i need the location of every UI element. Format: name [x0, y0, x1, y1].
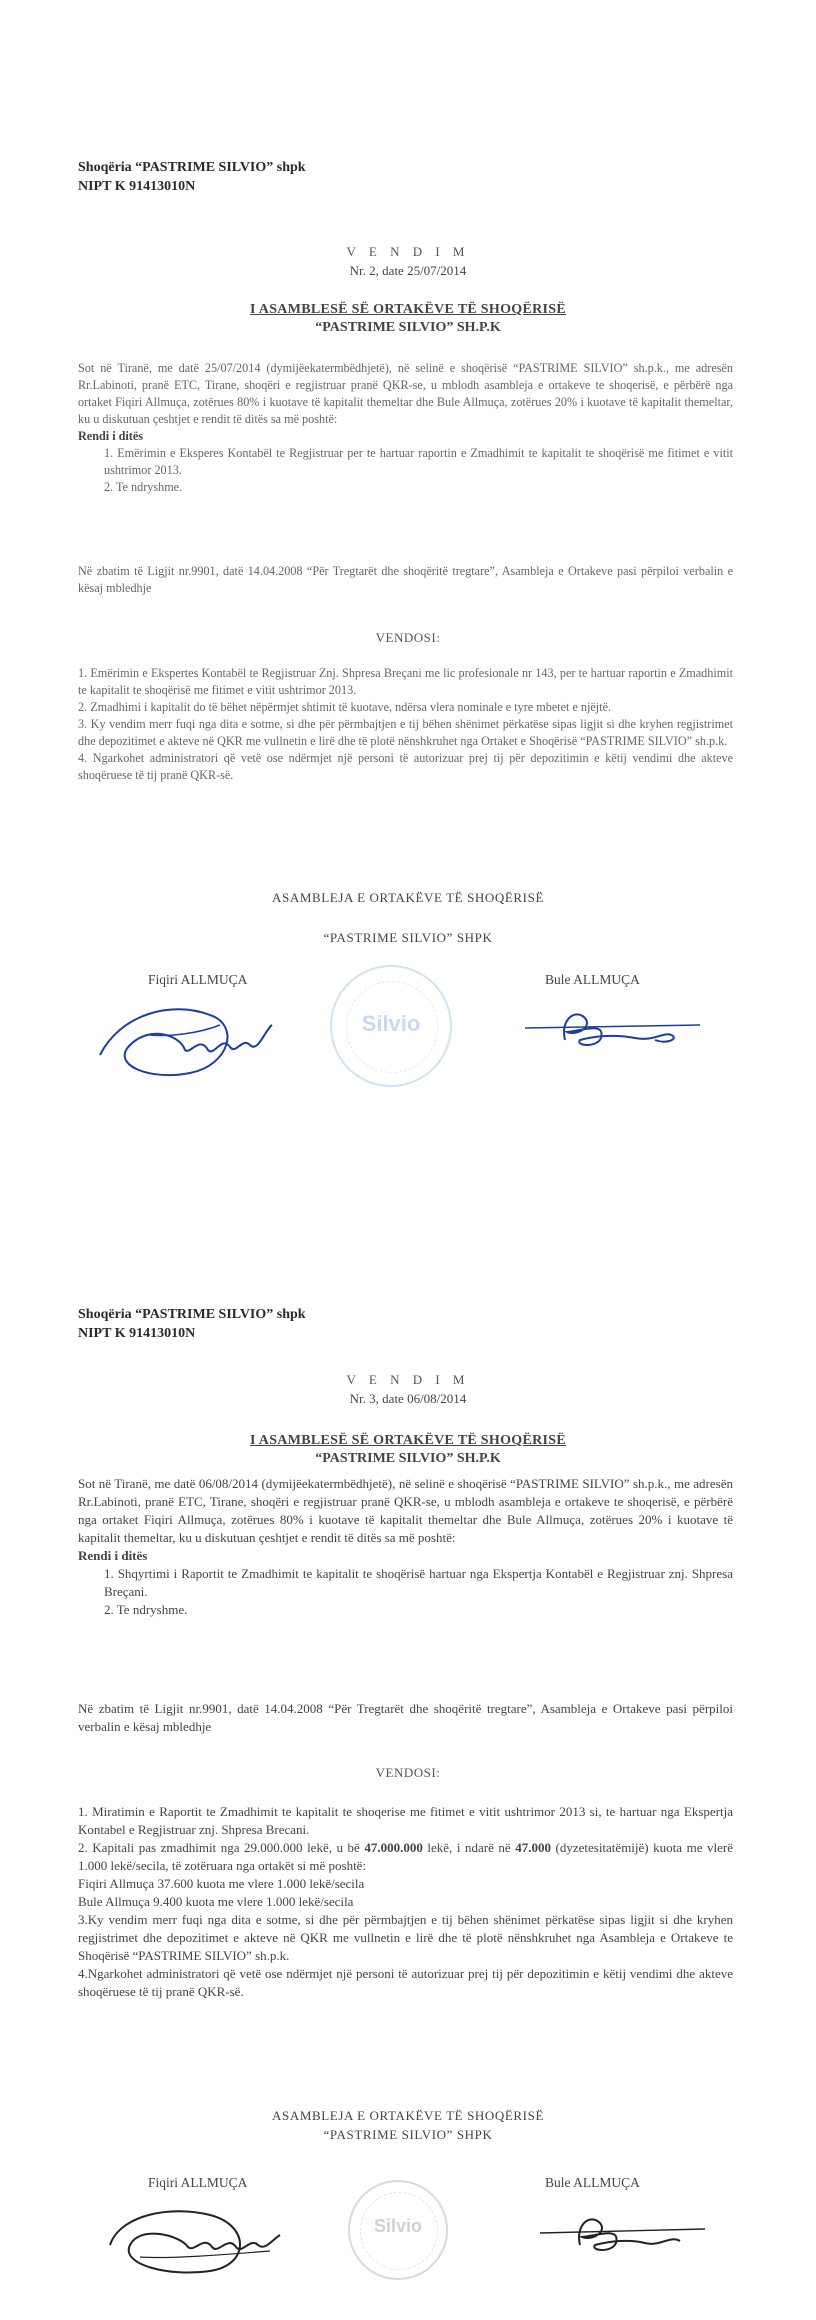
decisions-list-2 — [78, 1803, 733, 2001]
company-name: Shoqëria “PASTRIME SILVIO” shpk — [78, 1307, 306, 1322]
agenda-heading: Rendi i ditës — [78, 429, 144, 443]
intro-text: Sot në Tiranë, me datë 25/07/2014 (dymijëekatermbëdhjetë), në selinë e shoqërisë “PASTRIME SILVIO” sh.p.k., me adresën Rr.Labinoti, pranë ETC, Tirane, shoqëri e regjistruar pranë QKR-se, u mblodh asambleja e ortakeve te shoqerisë, e përbërë nga ortaket Fiqiri Allmuça, zotërues 80% i kuotave të kapitalit themeltar dhe Bule Allmuça, zotërues 20% i kuotave të kapitalit themeltar, ku u diskutuan çeshtjet e rendit të ditës sa më poshtë: — [78, 361, 733, 426]
assembly-signature-heading-2: ASAMBLEJA E ORTAKËVE TË SHOQËRISË — [272, 2108, 544, 2123]
partner-name-1: Fiqiri ALLMUÇA — [148, 2175, 248, 2190]
partner-name-2: Bule ALLMUÇA — [545, 972, 640, 987]
vendosi-heading: VENDOSI: — [375, 630, 441, 645]
assembly-title-2: I ASAMBLESË SË ORTAKËVE TË SHOQËRISË — [250, 1433, 566, 1448]
agenda-heading: Rendi i ditës — [78, 1548, 148, 1563]
legal-basis: Në zbatim të Ligjit nr.9901, datë 14.04.2008 “Për Tregtarët dhe shoqëritë tregtare”, Asambleja e Ortakeve pasi përpiloi verbalin e kësaj mbledhje — [78, 564, 733, 595]
vendosi-heading-2: VENDOSI: — [375, 1765, 441, 1780]
partner-name-2: Bule ALLMUÇA — [545, 2175, 640, 2190]
agenda-list — [78, 445, 733, 496]
decision-item: 1. Emërimin e Ekspertes Kontabël te Regjistruar Znj. Shpresa Breçani me lic profesionale nr 143, per te hartuar raportin e Zmadhimit te kapitalit te shoqërisë me fitimet e vitit ushtrimor 2013. — [78, 666, 733, 697]
intro-text: Sot në Tiranë, me datë 06/08/2014 (dymijëekatermbëdhjetë), në selinë e shoqërisë “PASTRIME SILVIO” sh.p.k., me adresën Rr.Labinoti, pranë ETC, Tirane, shoqëri e regjistruar pranë QKR-se, u mblodh asambleja e ortakeve te shoqerisë, e përbërë nga ortaket Fiqiri Allmuça, zotërues 80% i kuotave të kapitalit themeltar dhe Bule Allmuça, zotërues 20% i kuotave të kapitalit themeltar, ku u diskutuan çeshtjet e rendit të ditës sa më poshtë: — [78, 1476, 733, 1545]
company-name: Shoqëria “PASTRIME SILVIO” shpk — [78, 160, 306, 175]
signature-fiqiri-1 — [90, 995, 290, 1085]
intro-paragraph — [78, 360, 733, 496]
signature-fiqiri-2 — [100, 2195, 290, 2285]
shareholder-line: Bule Allmuça 9.400 kuota me vlere 1.000 lekë/secila — [78, 1894, 354, 1909]
decision-item: 1. Miratimin e Raportit te Zmadhimit te kapitalit te shoqerise me fitimet e vitit ushtrimor 2013 si, te hartuar nga Ekspertja Kontabel e Regjistruar znj. Shpresa Brecani. — [78, 1804, 733, 1837]
agenda-item: 2. Te ndryshme. — [104, 1602, 188, 1617]
capital-amount: 47.000.000 — [364, 1840, 423, 1855]
company-header-2 — [78, 1305, 306, 1343]
agenda-list — [78, 1565, 733, 1619]
capital-text: 2. Kapitali pas zmadhimit nga 29.000.000 lekë, u bë — [78, 1840, 365, 1855]
decision-item: 4.Ngarkohet administratori që vetë ose ndërmjet një personi të autorizuar prej tij për depozitimin e këtij vendimi dhe akteve shoqëruese të tij pranë QKR-së. — [78, 1966, 733, 1999]
company-title-2: “PASTRIME SILVIO” SH.P.K — [315, 1451, 501, 1466]
capital-text: lekë, i ndarë në — [422, 1840, 516, 1855]
company-title: “PASTRIME SILVIO” SH.P.K — [315, 320, 501, 335]
decision-item: 3.Ky vendim merr fuqi nga dita e sotme, si dhe për përmbajtjen e tij bëhen shënimet përkatëse sipas ligjit si dhe kryhen regjistrimet dhe depozitimet e akteve në QKR me vullnetin e lirë dhe të plotë nënshkruhet nga Asambleja e Ortakeve te Shoqërisë “PASTRIME SILVIO” sh.p.k. — [78, 1912, 733, 1963]
intro-paragraph-2 — [78, 1475, 733, 1619]
decision-number: Nr. 2, date 25/07/2014 — [349, 263, 467, 278]
quota-count: 47.000 — [515, 1840, 551, 1855]
signature-bule-1 — [505, 1000, 705, 1060]
partner-name-1: Fiqiri ALLMUÇA — [148, 972, 248, 987]
legal-basis-2: Në zbatim të Ligjit nr.9901, datë 14.04.2008 “Për Tregtarët dhe shoqëritë tregtare”, Asambleja e Ortakeve pasi përpiloi verbalin e kësaj mbledhje — [78, 1701, 733, 1734]
decision-item — [78, 1839, 733, 1875]
decision-item: 2. Zmadhimi i kapitalit do të bëhet nëpërmjet shtimit të kuotave, ndërsa vlera nominale e tyre mbetet e njëjtë. — [78, 700, 612, 714]
agenda-item: 1. Emërimin e Eksperes Kontabël te Regjistruar per te hartuar raportin e Zmadhimit te kapitalit te shoqërisë me fitimet e vitit ushtrimor 2013. — [104, 446, 733, 477]
decision-heading-2: V E N D I M — [346, 1372, 470, 1387]
agenda-item: 2. Te ndryshme. — [104, 480, 183, 494]
decisions-list — [78, 665, 733, 784]
assembly-signature-heading: ASAMBLEJA E ORTAKËVE TË SHOQËRISË — [272, 890, 544, 905]
company-stamp-1 — [330, 965, 452, 1087]
company-stamp-2 — [348, 2180, 448, 2280]
signature-bule-2 — [520, 2205, 710, 2265]
stamp-text: Silvio — [361, 1011, 421, 1036]
decision-heading: V E N D I M — [346, 244, 470, 259]
capital-text: (dyzetesitatëmijë) kuota me vlerë 1.000 lekë/secila, të zotëruara nga ortakët si më poshtë: — [78, 1840, 733, 1873]
assembly-title: I ASAMBLESË SË ORTAKËVE TË SHOQËRISË — [250, 302, 566, 317]
decision-item: 3. Ky vendim merr fuqi nga dita e sotme, si dhe për përmbajtjen e tij bëhen shënimet përkatëse sipas ligjit si dhe kryhen regjistrimet dhe depozitimet e akteve në QKR me vullnetin e lirë dhe të plotë nënshkruhet nga Ortaket e Shoqërisë “PASTRIME SILVIO” sh.p.k. — [78, 717, 733, 748]
company-nipt: NIPT K 91413010N — [78, 1326, 196, 1341]
decision-item: 4. Ngarkohet administratori që vetë ose ndërmjet një personi të autorizuar prej tij për depozitimin e këtij vendimi dhe akteve shoqëruese të tij pranë QKR-së. — [78, 751, 733, 782]
agenda-item: 1. Shqyrtimi i Raportit te Zmadhimit te kapitalit te shoqërisë hartuar nga Ekspertja Kontabël e Regjistruar znj. Shpresa Breçani. — [104, 1566, 733, 1599]
stamp-text: Silvio — [373, 2216, 422, 2236]
company-header — [78, 158, 306, 196]
company-nipt: NIPT K 91413010N — [78, 179, 196, 194]
shareholder-line: Fiqiri Allmuça 37.600 kuota me vlere 1.000 lekë/secila — [78, 1876, 365, 1891]
assembly-company: “PASTRIME SILVIO” SHPK — [323, 930, 493, 945]
assembly-company-2: “PASTRIME SILVIO” SHPK — [323, 2127, 493, 2142]
decision-number-2: Nr. 3, date 06/08/2014 — [349, 1391, 467, 1406]
